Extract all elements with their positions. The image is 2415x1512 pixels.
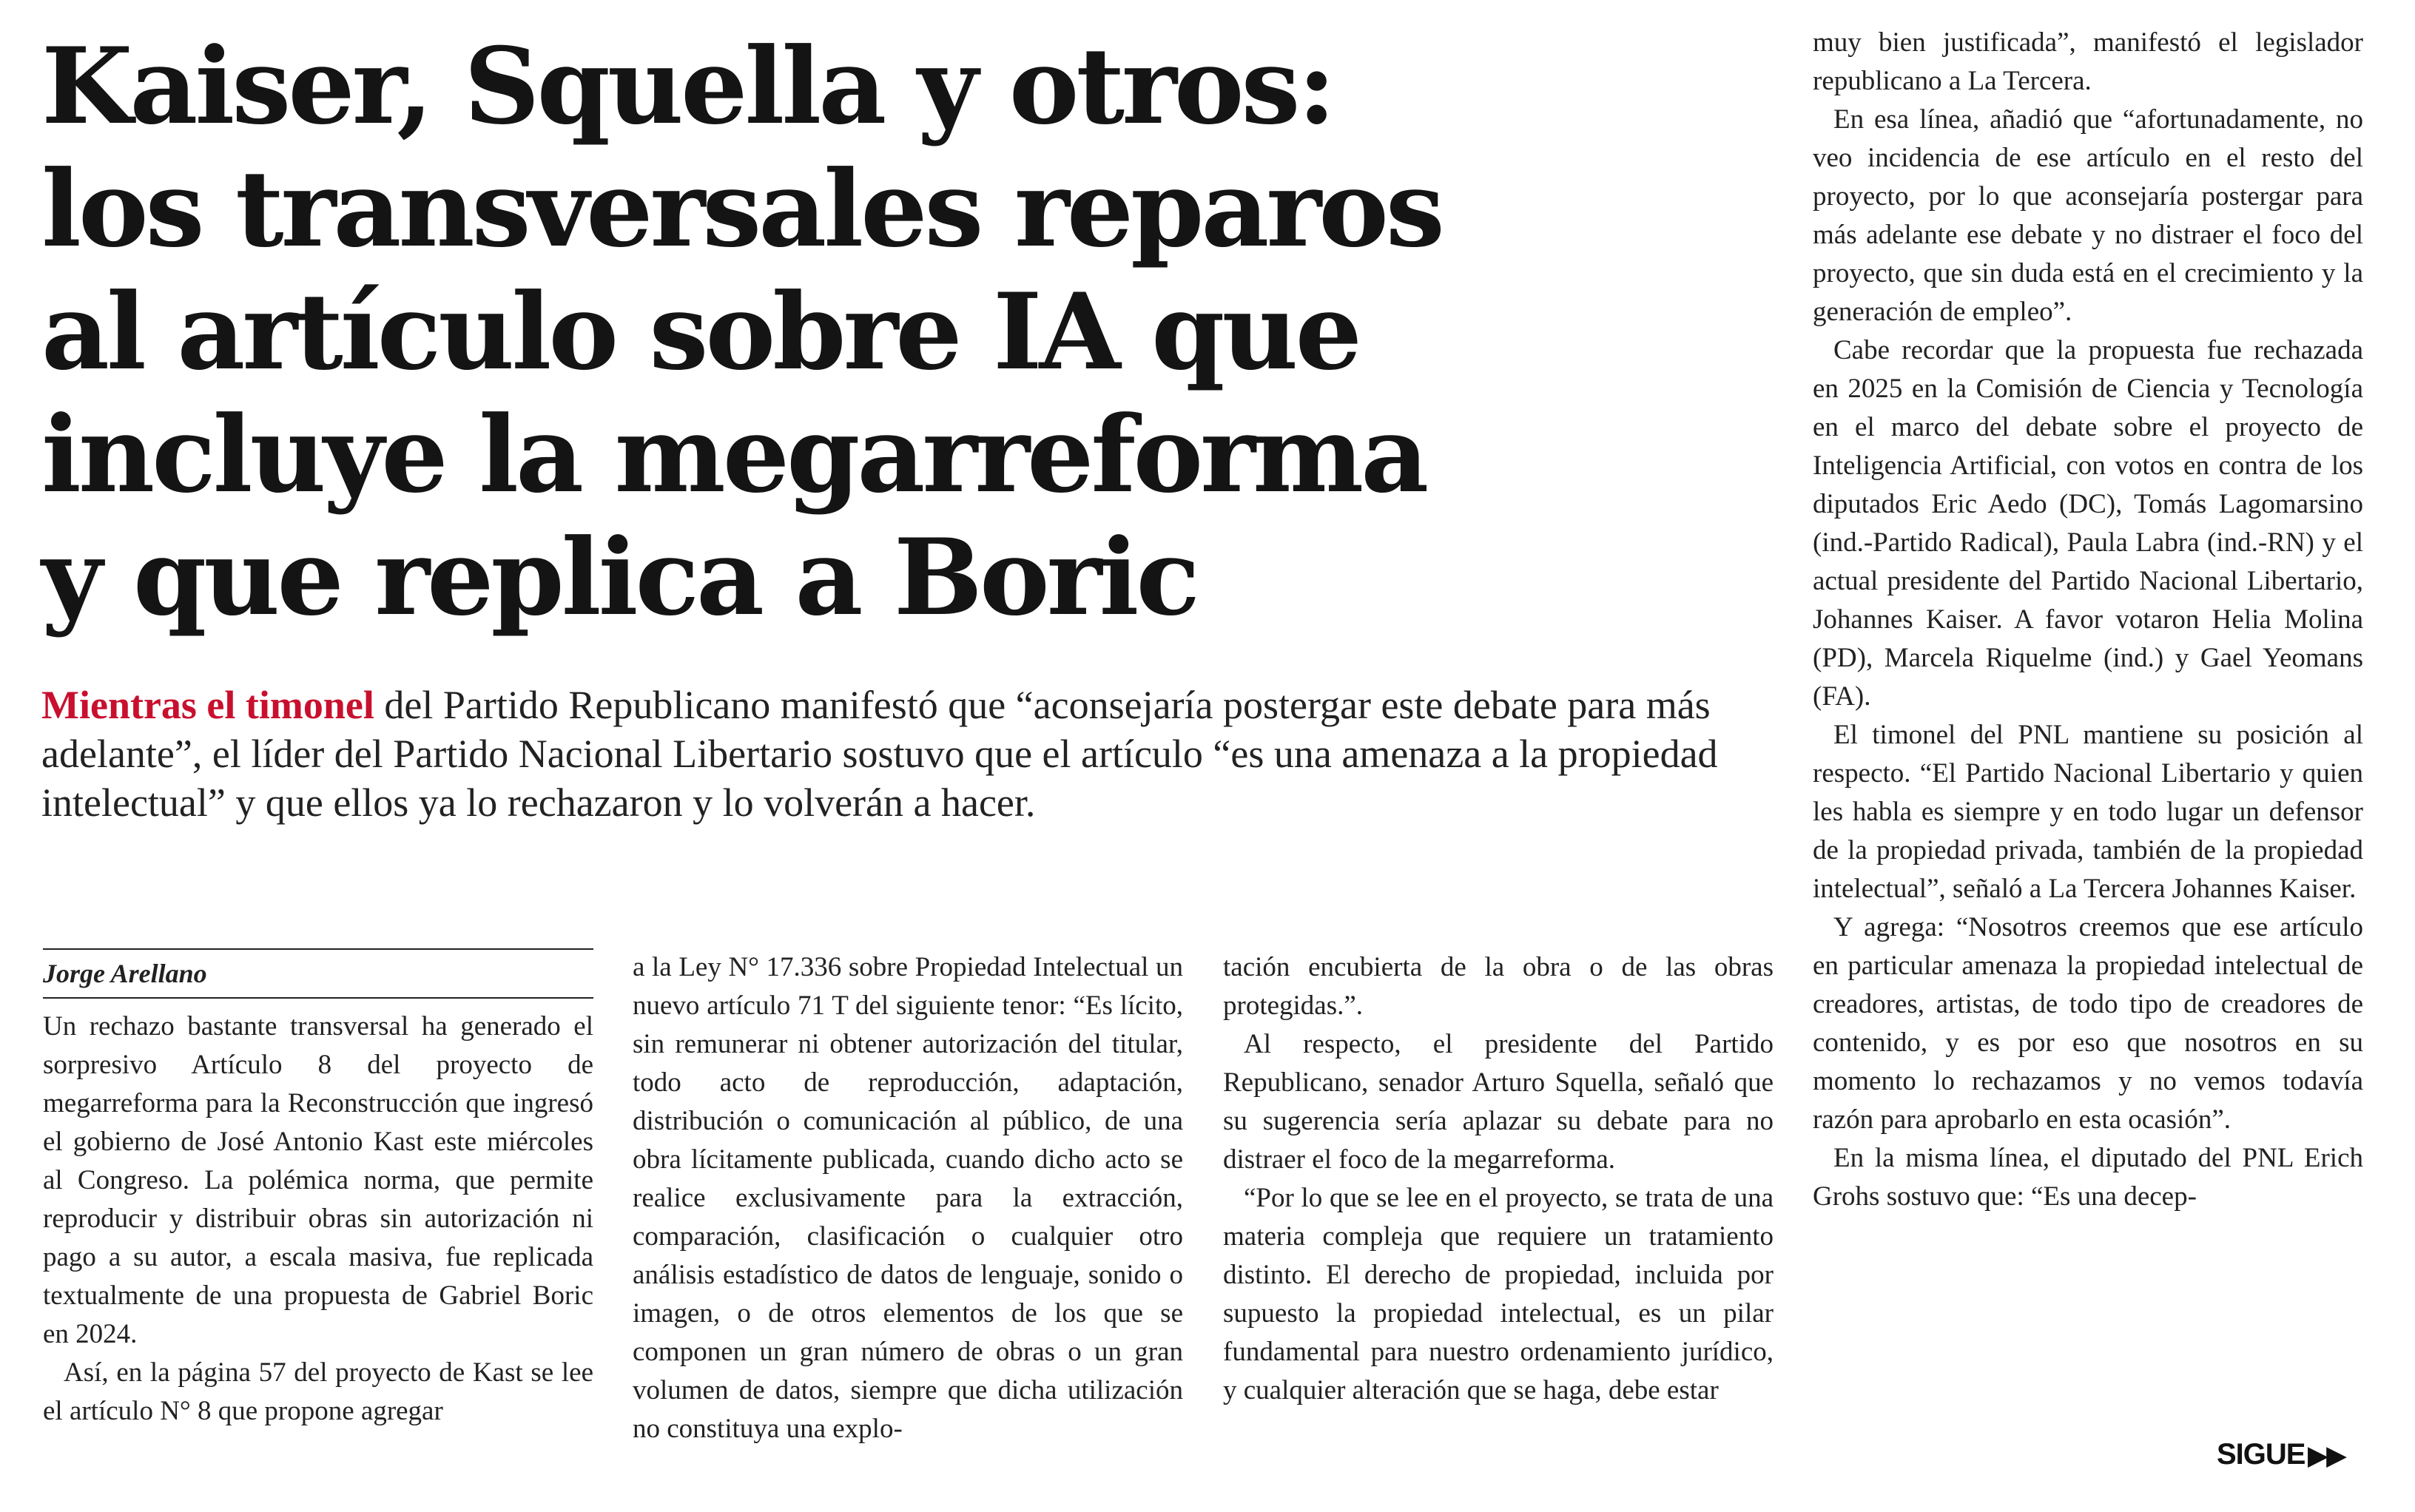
byline-rule [43,948,593,999]
paragraph: En la misma línea, el diputado del PNL Erich Grohs sostuvo que: “Es una decep- [1813,1143,2363,1212]
deck-text: del Partido Republicano manifestó que “aconsejaría postergar este debate para más adelante”, el líder del Partido Nacional Libertario sostuvo que el artículo “es una amenaza a la propiedad intelectual” y que ellos ya lo rechazaron y lo volverán a hacer. [41,683,1718,825]
paragraph: En esa línea, añadió que “afortunadamente, no veo incidencia de ese artículo en el resto del proyecto, por lo que aconsejaría postergar para más adelante ese debate y no distraer el foco del proyecto, que sin duda está en el crecimiento y la generación de empleo”. [1813,104,2363,327]
headline-line: Kaiser, Squella y otros: [41,25,1333,148]
headline-line: incluye la megarreforma [41,394,1427,516]
paragraph: El timonel del PNL mantiene su posición al respecto. “El Partido Nacional Libertario y quien les habla es siempre y en todo lugar un defensor de la propiedad privada, también de la propiedad intelectual”, señaló a La Tercera Johannes Kaiser. [1813,720,2363,904]
double-arrow-icon: ▶▶ [2308,1442,2345,1470]
headline-line: los transversales reparos [41,148,1442,271]
article-column-2 [633,948,1183,1448]
deck-lead: Mientras el timonel [41,683,374,727]
article-column-4 [1813,24,2363,1216]
article-deck [41,681,1817,827]
headline-line: al artículo sobre IA que [41,271,1359,394]
paragraph: muy bien justificada”, manifestó el legislador republicano a La Tercera. [1813,27,2363,96]
byline: Jorge Arellano [43,959,207,988]
article-column-3 [1223,948,1774,1410]
headline [41,25,1447,639]
paragraph: “Por lo que se lee en el proyecto, se trata de una materia compleja que requiere un tratamiento distinto. El derecho de propiedad, incluida por supuesto la propiedad intelectual, es un pilar fundamental para nuestro ordenamiento jurídico, y cualquier alteración que se haga, debe estar [1223,1183,1774,1405]
continue-marker [2217,1438,2345,1471]
headline-line: y que replica a Boric [41,516,1197,639]
paragraph: Al respecto, el presidente del Partido Republicano, senador Arturo Squella, señaló que su sugerencia sería aplazar su debate para no distraer el foco de la megarreforma. [1223,1029,1774,1175]
paragraph: Cabe recordar que la propuesta fue rechazada en 2025 en la Comisión de Ciencia y Tecnología en el marco del debate sobre el proyecto de Inteligencia Artificial, con votos en contra de los diputados Eric Aedo (DC), Tomás Lagomarsino (ind.-Partido Radical), Paula Labra (ind.-RN) y el actual presidente del Partido Nacional Libertario, Johannes Kaiser. A favor votaron Helia Molina (PD), Marcela Riquelme (ind.) y Gael Yeomans (FA). [1813,335,2363,712]
paragraph: tación encubierta de la obra o de las obras protegidas.”. [1223,952,1774,1021]
paragraph: a la Ley N° 17.336 sobre Propiedad Intelectual un nuevo artículo 71 T del siguiente tenor: “Es lícito, sin remunerar ni obtener autorización del titular, todo acto de reproducción, adaptación, distribución o comunicación al público, de una obra lícitamente publicada, cuando dicho acto se realice exclusivamente para la extracción, comparación, clasificación o cualquier otro análisis estadístico de datos de lenguaje, sonido o imagen, o de otros elementos de los que se componen un gran número de obras o un gran volumen de datos, siempre que dicha utilización no constituya una explo- [633,952,1183,1444]
article-column-1 [43,948,593,1431]
continue-label: SIGUE [2217,1438,2305,1471]
paragraph: Un rechazo bastante transversal ha generado el sorpresivo Artículo 8 del proyecto de megarreforma para la Reconstrucción que ingresó el gobierno de José Antonio Kast este miércoles al Congreso. La polémica norma, que permite reproducir y distribuir obras sin autorización ni pago a su autor, a escala masiva, fue replicada textualmente de una propuesta de Gabriel Boric en 2024. [43,1011,593,1349]
paragraph: Así, en la página 57 del proyecto de Kast se lee el artículo N° 8 que propone agregar [43,1357,593,1426]
paragraph: Y agrega: “Nosotros creemos que ese artículo en particular amenaza la propiedad intelectual de creadores, artistas, de todo tipo de creadores de contenido, y es por eso que nosotros en su momento lo rechazamos y no vemos todavía razón para aprobarlo en esta ocasión”. [1813,912,2363,1135]
